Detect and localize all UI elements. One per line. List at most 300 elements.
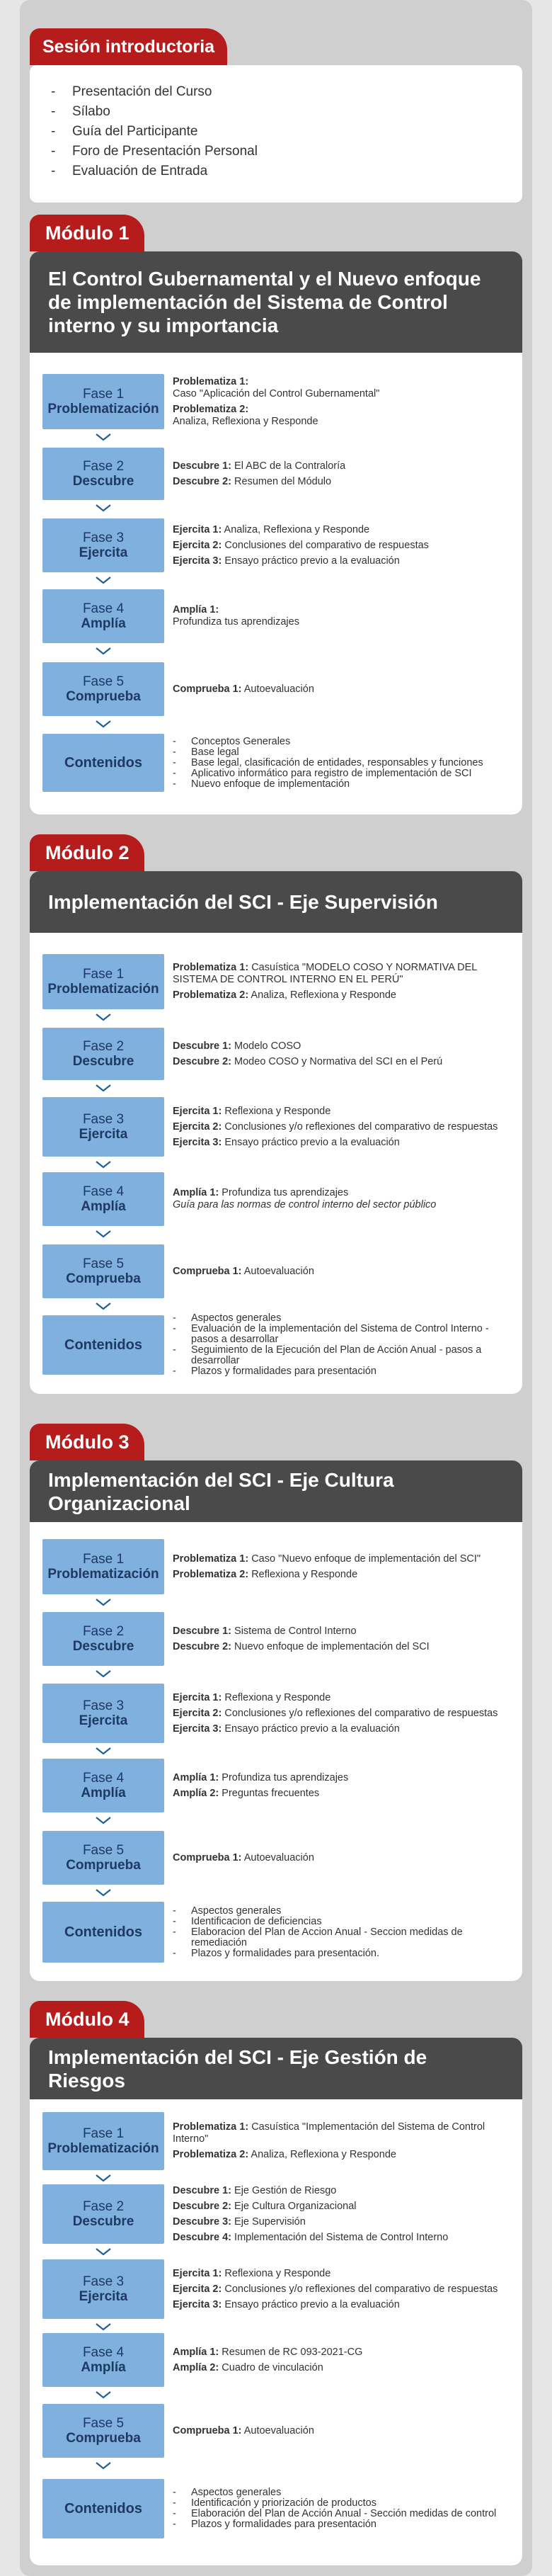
intro-card <box>30 65 522 203</box>
activity-text: Profundiza tus aprendizajes <box>219 1771 349 1783</box>
dash-mark: - <box>51 104 56 119</box>
activity-line <box>173 1788 511 1800</box>
intro-item <box>51 161 522 181</box>
activity-label: Descubre 4: <box>173 2231 232 2243</box>
phase-description <box>173 1759 511 1812</box>
activity-label: Descubre 2: <box>173 2200 232 2212</box>
phase-box <box>42 1539 164 1594</box>
phase-row <box>42 1684 510 1743</box>
activity-text: Autoevaluación <box>241 1265 314 1277</box>
activity-label: Problematiza 2: <box>173 2149 249 2160</box>
phase-description <box>173 518 511 572</box>
contents-box <box>42 2479 164 2538</box>
activity-text: Ensayo práctico previo a la evaluación <box>222 555 400 567</box>
phase-verb: Problematización <box>47 982 159 997</box>
activity-line <box>173 1106 511 1118</box>
chevron-down-icon <box>95 503 112 511</box>
module-body <box>30 933 522 1394</box>
phase-box <box>42 1759 164 1812</box>
activity-label: Ejercita 1: <box>173 1105 222 1117</box>
contents-item: - Elaboración del Plan de Acción Anual - Sección medidas de control <box>173 2509 511 2519</box>
activity-label: Ejercita 2: <box>173 1707 222 1719</box>
activity-text: Cuadro de vinculación <box>219 2361 323 2373</box>
chevron-down-icon <box>95 1888 112 1896</box>
phase-description <box>173 2184 511 2244</box>
activity-line <box>173 2283 511 2296</box>
activity-text: Analiza, Reflexiona y Responde <box>248 989 396 1001</box>
activity-label: Ejercita 2: <box>173 539 222 551</box>
activity-line <box>173 1723 511 1735</box>
module-title: Implementación del SCI - Eje Cultura Organizacional <box>30 1460 522 1522</box>
phase-box <box>42 2259 164 2319</box>
module-title: Implementación del SCI - Eje Supervisión <box>30 871 522 933</box>
contents-item: - Plazos y formalidades para presentación <box>173 2519 511 2530</box>
phase-number: Fase 3 <box>82 1698 125 1713</box>
activity-text: Implementación del Sistema de Control Interno <box>231 2231 449 2243</box>
intro-item <box>51 82 522 102</box>
activity-text: Autoevaluación <box>241 1851 314 1863</box>
activity-text: Autoevaluación <box>241 683 314 695</box>
phase-box <box>42 2333 164 2387</box>
activity-text: El ABC de la Contraloría <box>231 460 346 472</box>
phase-description <box>173 448 511 500</box>
phase-row <box>42 2112 510 2170</box>
activity-line <box>173 683 511 696</box>
phase-number: Fase 4 <box>82 1184 125 1199</box>
contents-list <box>173 1906 511 1959</box>
activity-label: Problematiza 2: <box>173 989 249 1001</box>
phase-box <box>42 1612 164 1666</box>
contents-item: - Aplicativo informático para registro de implementación de SCI <box>173 768 511 779</box>
phase-verb: Amplía <box>81 616 126 631</box>
activity-text: Profundiza tus aprendizajes <box>219 1187 349 1198</box>
module-title: Implementación del SCI - Eje Gestión de Riesgos <box>30 2038 522 2099</box>
phase-number: Fase 1 <box>82 1552 125 1567</box>
intro-tab: Sesión introductoria <box>30 28 227 65</box>
intro-item <box>51 142 522 161</box>
activity-line <box>173 1708 511 1720</box>
phase-verb: Problematización <box>47 2141 159 2156</box>
activity-line <box>173 524 511 536</box>
contents-list <box>173 1313 511 1377</box>
chevron-down-icon <box>95 2461 112 2469</box>
activity-text: Profundiza tus aprendizajes <box>173 616 299 628</box>
module-body <box>30 1522 522 1981</box>
phase-number: Fase 2 <box>82 1039 125 1054</box>
activity-line <box>173 2232 511 2244</box>
contents-description <box>173 1902 511 1963</box>
activity-label: Ejercita 3: <box>173 1136 222 1148</box>
chevron-down-icon <box>95 646 112 654</box>
activity-label: Ejercita 1: <box>173 1691 222 1703</box>
activity-text: Ensayo práctico previo a la evaluación <box>222 2298 400 2310</box>
activity-line <box>173 2216 511 2228</box>
phase-box <box>42 1244 164 1298</box>
activity-reference: Guía para las normas de control interno del sector público <box>173 1199 437 1210</box>
activity-line <box>173 1625 511 1638</box>
contents-item: - Identificacion de deficiencias <box>173 1917 511 1927</box>
activity-line <box>173 2201 511 2213</box>
contents-item: - Aspectos generales <box>173 1313 511 1324</box>
phase-description <box>173 1539 511 1594</box>
module-tab: Módulo 3 <box>30 1424 144 1460</box>
activity-line <box>173 2347 511 2359</box>
contents-box <box>42 734 164 792</box>
activity-label: Descubre 1: <box>173 460 232 472</box>
activity-label: Problematiza 1: <box>173 1553 249 1565</box>
activity-line <box>173 1641 511 1653</box>
phase-number: Fase 2 <box>82 459 125 474</box>
contents-item: - Identificación y priorización de productos <box>173 2498 511 2509</box>
phase-box <box>42 1831 164 1885</box>
activity-label: Ejercita 3: <box>173 2298 222 2310</box>
phase-row <box>42 662 510 716</box>
phase-row <box>42 374 510 429</box>
phase-verb: Problematización <box>47 402 159 416</box>
contents-label: Contenidos <box>64 1924 142 1940</box>
phase-verb: Ejercita <box>79 2289 128 2304</box>
activity-text: Reflexiona y Responde <box>248 1568 358 1580</box>
phase-description <box>173 1244 511 1298</box>
activity-label: Amplía 1: <box>173 1771 219 1783</box>
phase-verb: Ejercita <box>79 1127 128 1142</box>
phase-description <box>173 1028 511 1080</box>
chevron-down-icon <box>95 1083 112 1091</box>
phase-box <box>42 662 164 716</box>
activity-label: Descubre 2: <box>173 1055 232 1067</box>
contents-description <box>173 2479 511 2538</box>
phase-description <box>173 2259 511 2319</box>
activity-line <box>173 1569 511 1581</box>
phase-row <box>42 448 510 500</box>
phase-box <box>42 1097 164 1157</box>
activity-text: Reflexiona y Responde <box>222 2267 331 2279</box>
phase-row <box>42 1612 510 1666</box>
activity-text: Reflexiona y Responde <box>222 1105 331 1117</box>
activity-label: Problematiza 2: <box>173 1568 249 1580</box>
dash-mark: - <box>51 164 56 178</box>
activity-text: Modelo COSO <box>231 1040 301 1052</box>
contents-list <box>173 2487 511 2530</box>
activity-line <box>173 2425 511 2437</box>
activity-line <box>173 1199 511 1211</box>
activity-text: Preguntas frecuentes <box>219 1787 320 1799</box>
phase-box <box>42 2404 164 2458</box>
activity-text: Conclusiones del comparativo de respuestas <box>222 539 429 551</box>
intro-item-label: Foro de Presentación Personal <box>72 144 258 159</box>
activity-text: Casuística "MODELO COSO Y NORMATIVA DEL SISTEMA DE CONTROL INTERNO EN EL PERÚ" <box>173 962 477 985</box>
phase-row <box>42 2333 510 2387</box>
phase-number: Fase 1 <box>82 387 125 402</box>
contents-item: - Base legal <box>173 747 511 758</box>
phase-number: Fase 4 <box>82 2345 125 2360</box>
phase-description <box>173 1172 511 1226</box>
phase-number: Fase 1 <box>82 967 125 982</box>
dash-mark: - <box>51 84 56 99</box>
module-tab: Módulo 1 <box>30 215 144 251</box>
activity-label: Descubre 3: <box>173 2215 232 2228</box>
phase-box <box>42 374 164 429</box>
phase-verb: Amplía <box>81 1199 126 1214</box>
activity-line <box>173 376 511 388</box>
activity-line <box>173 460 511 472</box>
phase-number: Fase 4 <box>82 601 125 616</box>
activity-label: Ejercita 1: <box>173 523 222 535</box>
phase-box <box>42 2112 164 2170</box>
phase-box <box>42 1172 164 1226</box>
chevron-down-icon <box>95 432 112 441</box>
phase-verb: Comprueba <box>66 2431 141 2446</box>
phase-description <box>173 1684 511 1743</box>
activity-label: Ejercita 1: <box>173 2267 222 2279</box>
activity-line <box>173 1056 511 1068</box>
phase-row <box>42 1539 510 1594</box>
phase-box <box>42 1684 164 1743</box>
contents-description <box>173 1312 511 1377</box>
dash-mark: - <box>51 124 56 139</box>
phase-row <box>42 1097 510 1157</box>
activity-label: Amplía 1: <box>173 604 219 615</box>
phase-box <box>42 518 164 572</box>
phase-box <box>42 1028 164 1080</box>
contents-label: Contenidos <box>64 1337 142 1353</box>
activity-label: Amplía 2: <box>173 1787 219 1799</box>
activity-text: Reflexiona y Responde <box>222 1691 331 1703</box>
chevron-down-icon <box>95 1229 112 1237</box>
phase-verb: Ejercita <box>79 1713 128 1728</box>
contents-description <box>173 734 511 792</box>
contents-item: - Plazos y formalidades para presentación. <box>173 1948 511 1959</box>
intro-item <box>51 102 522 122</box>
phase-row <box>42 2404 510 2458</box>
phase-description <box>173 662 511 716</box>
activity-text: Eje Gestión de Riesgo <box>231 2184 337 2196</box>
chevron-down-icon <box>95 1597 112 1606</box>
chevron-down-icon <box>95 1012 112 1021</box>
phase-number: Fase 5 <box>82 2416 125 2431</box>
activity-text: Analiza, Reflexiona y Responde <box>248 2149 396 2160</box>
activity-label: Problematiza 1: <box>173 375 249 387</box>
activity-text: Conclusiones y/o reflexiones del comparativo de respuestas <box>222 2283 498 2295</box>
activity-line <box>173 1772 511 1784</box>
activity-label: Ejercita 3: <box>173 555 222 567</box>
chevron-down-icon <box>95 1815 112 1824</box>
module-tab: Módulo 2 <box>30 834 144 871</box>
phase-box <box>42 2184 164 2244</box>
contents-row <box>42 1902 510 1963</box>
intro-list <box>51 82 522 181</box>
phase-row <box>42 589 510 643</box>
contents-item: - Plazos y formalidades para presentación <box>173 1366 511 1377</box>
activity-text: Caso "Aplicación del Control Gubernamental" <box>173 387 380 399</box>
phase-verb: Comprueba <box>66 689 141 704</box>
phase-description <box>173 954 511 1009</box>
activity-label: Descubre 1: <box>173 1625 232 1637</box>
contents-item: - Evaluación de la implementación del Sistema de Control Interno - pasos a desarrollar <box>173 1324 511 1345</box>
activity-line <box>173 1266 511 1278</box>
activity-label: Amplía 1: <box>173 1187 219 1198</box>
activity-label: Comprueba 1: <box>173 683 242 695</box>
activity-line <box>173 2362 511 2374</box>
contents-row <box>42 1312 510 1377</box>
activity-line <box>173 1852 511 1864</box>
phase-description <box>173 2112 511 2170</box>
activity-label: Descubre 1: <box>173 2184 232 2196</box>
activity-text: Sistema de Control Interno <box>231 1625 357 1637</box>
phase-verb: Descubre <box>72 474 134 489</box>
activity-label: Descubre 2: <box>173 475 232 487</box>
phase-number: Fase 2 <box>82 1624 125 1639</box>
phase-verb: Problematización <box>47 1567 159 1582</box>
activity-line <box>173 404 511 416</box>
activity-label: Ejercita 2: <box>173 2283 222 2295</box>
phase-description <box>173 2404 511 2458</box>
activity-line <box>173 962 511 986</box>
phase-verb: Ejercita <box>79 545 128 560</box>
phase-row <box>42 2184 510 2244</box>
phase-number: Fase 5 <box>82 674 125 689</box>
phase-verb: Descubre <box>72 2214 134 2229</box>
module-body <box>30 353 522 815</box>
intro-item-label: Guía del Participante <box>72 124 198 139</box>
activity-label: Comprueba 1: <box>173 2424 242 2436</box>
activity-text: Resumen de RC 093-2021-CG <box>219 2346 363 2358</box>
activity-line <box>173 1040 511 1052</box>
contents-item: - Elaboracion del Plan de Accion Anual - Seccion medidas de remediación <box>173 1927 511 1948</box>
activity-line <box>173 2268 511 2280</box>
contents-box <box>42 1315 164 1375</box>
activity-label: Problematiza 1: <box>173 962 249 973</box>
phase-box <box>42 589 164 643</box>
activity-label: Comprueba 1: <box>173 1851 242 1863</box>
phase-row <box>42 518 510 572</box>
contents-item: - Aspectos generales <box>173 1906 511 1917</box>
contents-row <box>42 734 510 792</box>
phase-number: Fase 2 <box>82 2199 125 2214</box>
contents-item: - Seguimiento de la Ejecución del Plan de Acción Anual - pasos a desarrollar <box>173 1345 511 1366</box>
activity-text: Eje Cultura Organizacional <box>231 2200 357 2212</box>
activity-text: Eje Supervisión <box>231 2215 306 2228</box>
activity-line <box>173 2185 511 2197</box>
activity-text: Analiza, Reflexiona y Responde <box>173 415 318 427</box>
contents-item: - Base legal, clasificación de entidades, responsables y funciones <box>173 758 511 768</box>
activity-line <box>173 1121 511 1133</box>
activity-label: Descubre 1: <box>173 1040 232 1052</box>
activity-label: Descubre 2: <box>173 1640 232 1652</box>
module-title: El Control Gubernamental y el Nuevo enfoque de implementación del Sistema de Control interno y su importancia <box>30 251 522 353</box>
phase-number: Fase 5 <box>82 1843 125 1858</box>
dash-mark: - <box>51 144 56 159</box>
contents-label: Contenidos <box>64 2500 142 2517</box>
phase-box <box>42 448 164 500</box>
activity-label: Comprueba 1: <box>173 1265 242 1277</box>
contents-item: - Conceptos Generales <box>173 737 511 747</box>
activity-line <box>173 2299 511 2311</box>
phase-description <box>173 589 511 643</box>
contents-row <box>42 2479 510 2538</box>
activity-line <box>173 540 511 552</box>
chevron-down-icon <box>95 2173 112 2181</box>
activity-text: Modeo COSO y Normativa del SCI en el Perú <box>231 1055 443 1067</box>
phase-description <box>173 1831 511 1885</box>
chevron-down-icon <box>95 2247 112 2255</box>
contents-list <box>173 737 511 790</box>
activity-text: Analiza, Reflexiona y Responde <box>222 523 370 535</box>
chevron-down-icon <box>95 1669 112 1677</box>
phase-verb: Descubre <box>72 1054 134 1069</box>
activity-label: Ejercita 3: <box>173 1723 222 1735</box>
phase-verb: Amplía <box>81 2360 126 2375</box>
phase-row <box>42 1028 510 1080</box>
phase-verb: Amplía <box>81 1786 126 1800</box>
phase-number: Fase 3 <box>82 1112 125 1127</box>
phase-row <box>42 2259 510 2319</box>
phase-row <box>42 1831 510 1885</box>
phase-description <box>173 2333 511 2387</box>
chevron-down-icon <box>95 1746 112 1754</box>
phase-number: Fase 3 <box>82 2274 125 2289</box>
activity-text: Caso "Nuevo enfoque de implementación del SCI" <box>248 1553 481 1565</box>
activity-line <box>173 2149 511 2161</box>
phase-row <box>42 1244 510 1298</box>
activity-text: Ensayo práctico previo a la evaluación <box>222 1136 400 1148</box>
activity-text: Nuevo enfoque de implementación del SCI <box>231 1640 430 1652</box>
intro-item-label: Evaluación de Entrada <box>72 164 208 178</box>
activity-line <box>173 1553 511 1565</box>
module-body <box>30 2099 522 2565</box>
phase-number: Fase 1 <box>82 2126 125 2141</box>
chevron-down-icon <box>95 1301 112 1310</box>
activity-label: Ejercita 2: <box>173 1120 222 1133</box>
phase-box <box>42 954 164 1009</box>
activity-line <box>173 476 511 488</box>
activity-line <box>173 1137 511 1149</box>
intro-item-label: Sílabo <box>72 104 110 119</box>
activity-line <box>173 555 511 567</box>
activity-text: Casuística "Implementación del Sistema de Control Interno" <box>173 2121 485 2145</box>
phase-number: Fase 4 <box>82 1771 125 1786</box>
phase-verb: Comprueba <box>66 1271 141 1286</box>
phase-row <box>42 1759 510 1812</box>
contents-item: - Nuevo enfoque de implementación <box>173 779 511 790</box>
activity-line <box>173 989 511 1002</box>
activity-line <box>173 604 511 616</box>
activity-line <box>173 1692 511 1704</box>
chevron-down-icon <box>95 2322 112 2330</box>
phase-description <box>173 374 511 429</box>
contents-item: - Aspectos generales <box>173 2487 511 2498</box>
activity-label: Problematiza 1: <box>173 2121 249 2133</box>
chevron-down-icon <box>95 575 112 584</box>
module-tab: Módulo 4 <box>30 2001 144 2038</box>
intro-item-label: Presentación del Curso <box>72 84 212 99</box>
activity-label: Amplía 2: <box>173 2361 219 2373</box>
phase-verb: Descubre <box>72 1639 134 1654</box>
activity-line <box>173 2121 511 2145</box>
activity-text: Ensayo práctico previo a la evaluación <box>222 1723 400 1735</box>
chevron-down-icon <box>95 719 112 727</box>
activity-line <box>173 1187 511 1199</box>
phase-row <box>42 1172 510 1226</box>
activity-text: Conclusiones y/o reflexiones del comparativo de respuestas <box>222 1707 498 1719</box>
activity-label: Amplía 1: <box>173 2346 219 2358</box>
phase-verb: Comprueba <box>66 1858 141 1873</box>
phase-description <box>173 1097 511 1157</box>
phase-row <box>42 954 510 1009</box>
activity-label: Problematiza 2: <box>173 403 249 415</box>
phase-number: Fase 5 <box>82 1256 125 1271</box>
chevron-down-icon <box>95 2390 112 2398</box>
